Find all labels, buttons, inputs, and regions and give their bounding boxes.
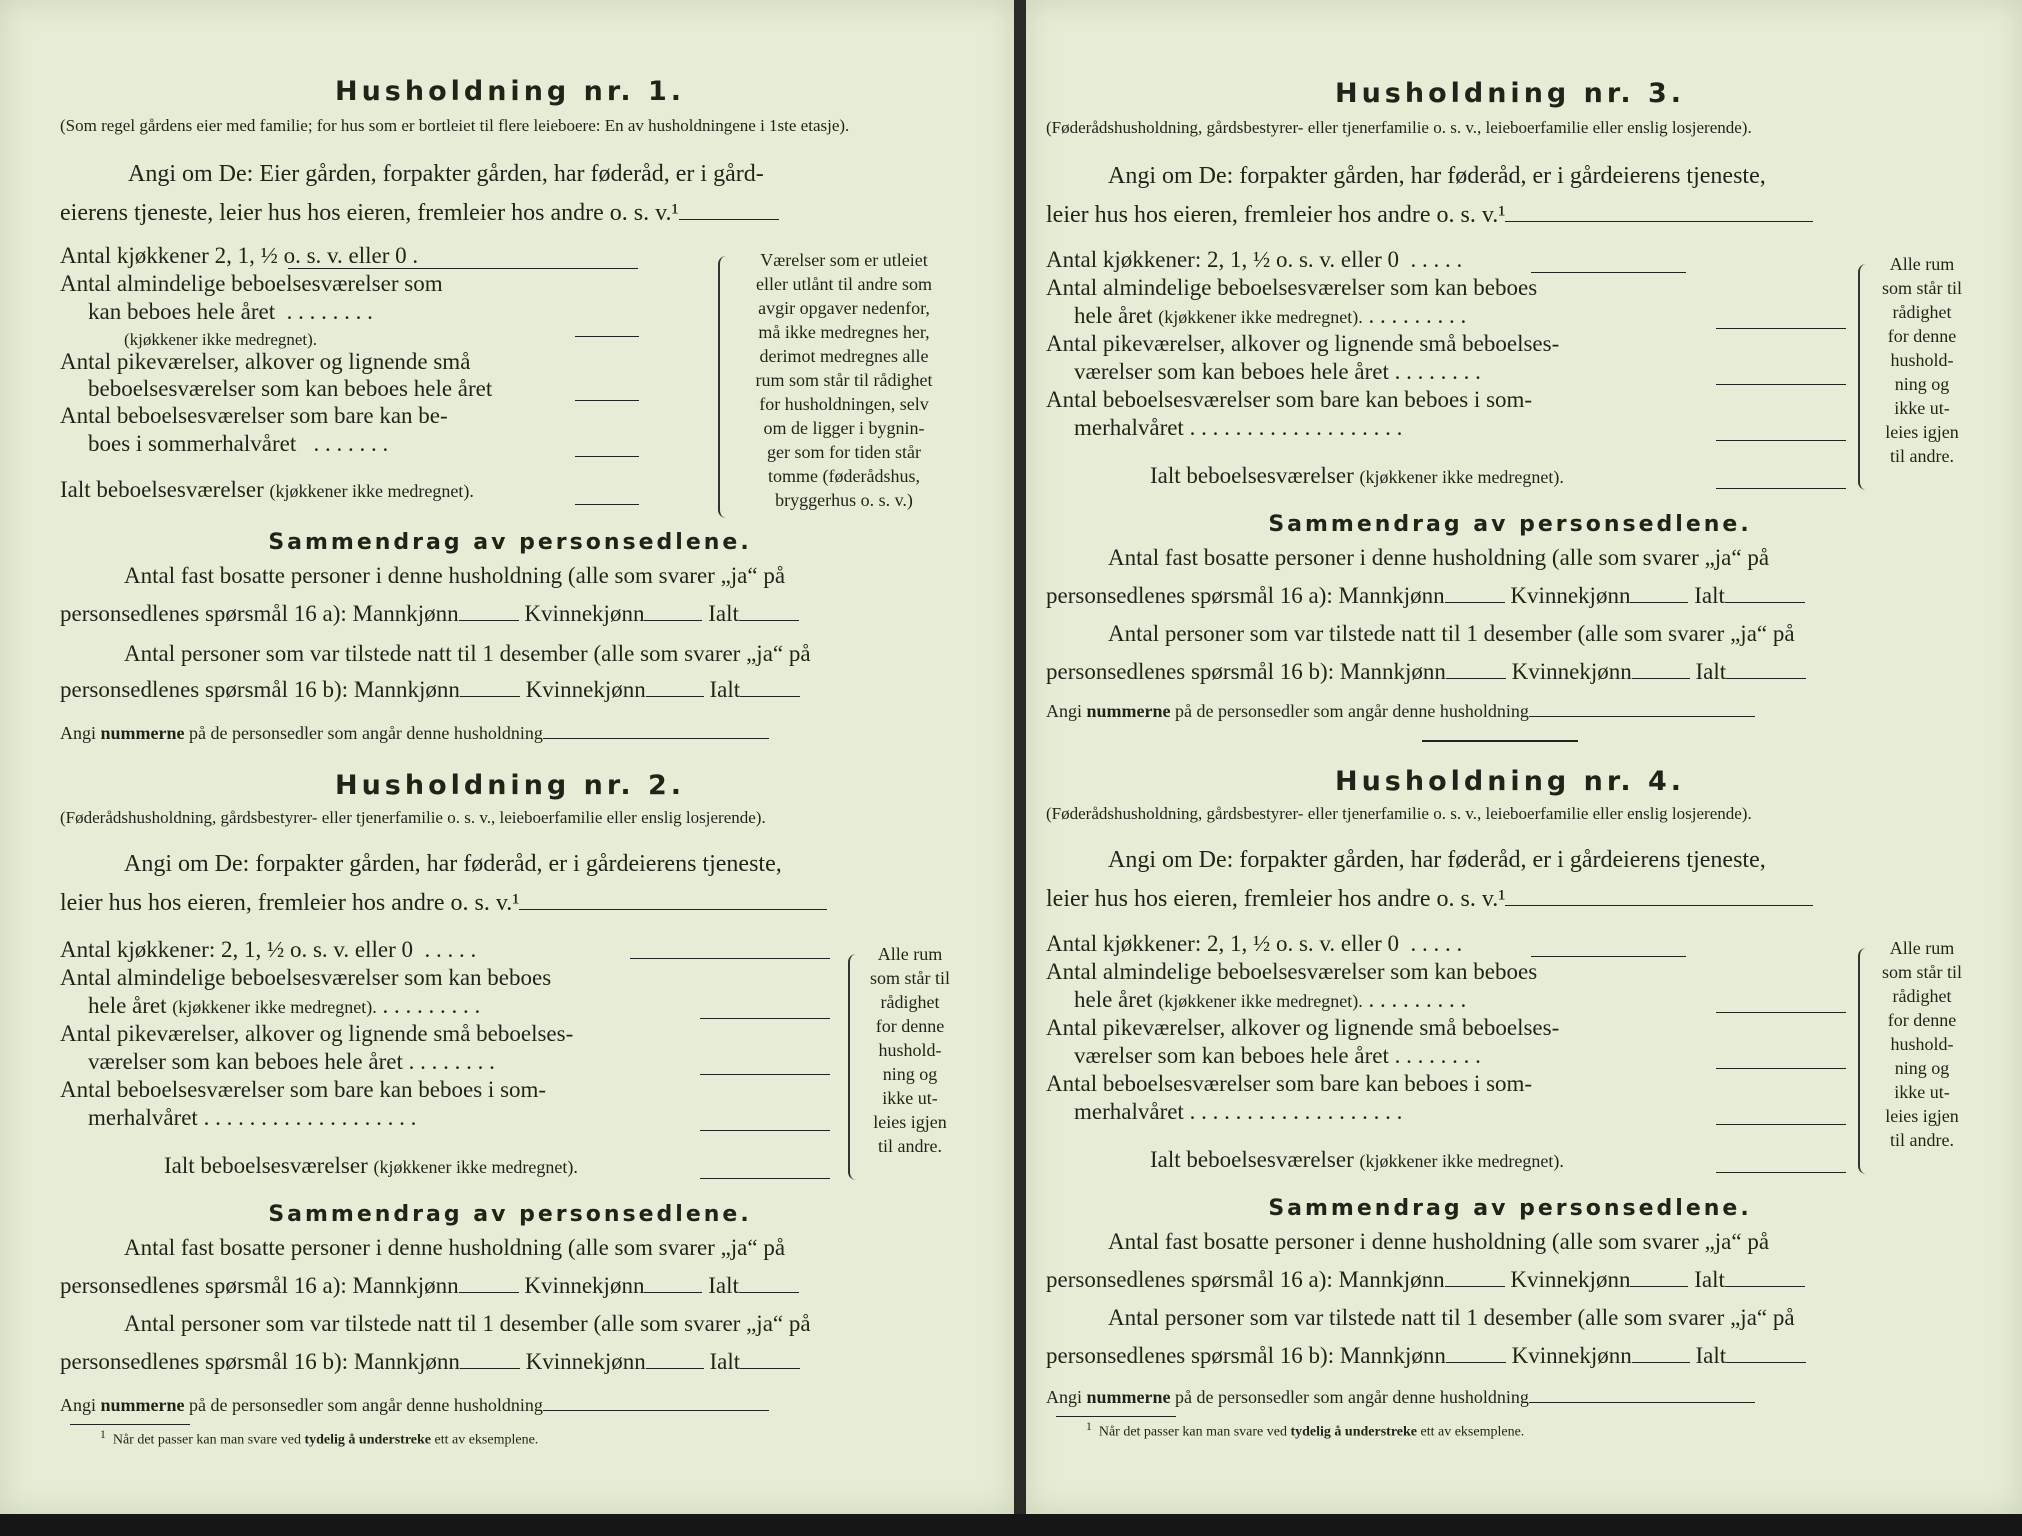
total-rooms-row [60,476,474,505]
summary-16a-text: Antal fast bosatte personer i denne husholdning (alle som svarer „ja“ på [1108,1229,1770,1254]
female-field[interactable] [644,1292,702,1293]
female-label: Kvinnekjønn [524,601,645,626]
ordinary-label-2: hele året [88,993,167,1018]
brace [848,954,860,1180]
total-rooms-row [1150,1146,1564,1175]
summer-row [60,402,448,429]
side-note-line: for denne [1887,326,1957,346]
question-line-2: leier hus hos eieren, fremleier hos andre o. s. v.¹ [60,890,520,916]
side-note-line: til andre. [1890,1130,1954,1150]
ordinary-note: (kjøkkener ikke medregnet). [172,997,377,1017]
ordinary-note: (kjøkkener ikke medregnet). [1158,307,1363,327]
total-field[interactable] [1726,1362,1806,1363]
ordinary-label: Antal almindelige beboelsesværelser som kan beboes [1046,959,1538,984]
summary-16a-row [1046,1266,1805,1293]
household-note: (Føderådshusholdning, gårdsbestyrer- eller tjenerfamilie o. s. v., leieboerfamilie eller enslig losjerende). [1046,118,1752,137]
question-line-2: leier hus hos eieren, fremleier hos andre o. s. v.¹ [1046,202,1506,228]
side-note [728,248,960,512]
kitchens-row: Antal kjøkkener 2, 1, ½ o. s. v. eller 0 . [60,243,424,268]
total-label: Ialt [708,601,739,626]
side-note [860,942,960,1158]
numbers-pre: Angi [60,1395,96,1415]
side-note-line: som står til [870,968,950,988]
ordinary-row [1046,958,1537,985]
household-1 [60,72,960,752]
small-rooms-row-2: værelser som kan beboes hele året . . . . . . . . [1074,1043,1481,1068]
dots: . . . . . [1410,247,1463,272]
side-note-line: hushold- [1890,1034,1954,1054]
household-note: (Føderådshusholdning, gårdsbestyrer- eller tjenerfamilie o. s. v., leieboerfamilie eller enslig losjerende). [60,808,766,827]
small-rooms-label-2: værelser som kan beboes hele året [1074,1043,1389,1068]
side-note-line: rum som står til rådighet [755,370,933,390]
total-label: Ialt [1694,583,1725,608]
total-rooms-label: Ialt beboelsesværelser [1150,1147,1354,1172]
side-note-line: hushold- [878,1040,942,1060]
numbers-bold: nummerne [100,723,185,743]
summary-16b-label: personsedlenes spørsmål 16 b): Mannkjønn [60,1349,460,1374]
total-field[interactable] [740,696,800,697]
summary-16b-intro [124,1310,811,1337]
small-rooms-field[interactable] [1716,1068,1846,1069]
ordinary-row [60,964,551,991]
household-title: Husholdning nr. 3. [1334,78,1686,109]
angi-label: Angi om De: [128,161,254,187]
summary-16b-text: Antal personer som var tilstede natt til 1 desember (alle som svarer „ja“ på [1108,621,1795,646]
small-rooms-row [1046,330,1559,357]
footnote [1086,1420,1524,1441]
small-rooms-label-2: beboelsesværelser som kan beboes hele året [88,376,493,401]
total-rooms-label: Ialt beboelsesværelser [164,1153,368,1178]
footnote [100,1428,538,1449]
question-line-2-row [60,890,827,917]
kitchens-field[interactable] [1531,956,1686,957]
male-field[interactable] [460,696,520,697]
small-rooms-row [60,1020,573,1047]
side-note-line: ning og [882,1064,938,1084]
male-field[interactable] [459,620,519,621]
numbers-post: på de personsedler som angår denne husholdning [1175,701,1529,721]
small-rooms-label-2: værelser som kan beboes hele året [1074,359,1389,384]
numbers-row [1046,1384,1755,1411]
numbers-pre: Angi [60,723,96,743]
male-field[interactable] [1445,602,1505,603]
numbers-pre: Angi [1046,1387,1082,1407]
question-line-1: forpakter gården, har føderåd, er i gårdeierens tjeneste, [1239,163,1766,189]
small-rooms-row [60,348,470,375]
summary-16a-text: Antal fast bosatte personer i denne husholdning (alle som svarer „ja“ på [124,1235,786,1260]
ordinary-row-2: hele året (kjøkkener ikke medregnet). . . . . . . . . . [1074,303,1467,328]
summary-16b-intro [1108,620,1795,647]
side-note-line: Alle rum [877,944,943,964]
summary-16b-text: Antal personer som var tilstede natt til 1 desember (alle som svarer „ja“ på [1108,1305,1795,1330]
side-note-line: som står til [1882,278,1962,298]
female-field[interactable] [1632,678,1690,679]
brace [1858,264,1870,490]
total-rooms-field[interactable] [575,504,639,505]
ordinary-row-2: hele året (kjøkkener ikke medregnet). . . . . . . . . . [1074,987,1467,1012]
ordinary-field[interactable] [1716,328,1846,329]
household-note: (Føderådshusholdning, gårdsbestyrer- eller tjenerfamilie o. s. v., leieboerfamilie eller enslig losjerende). [1046,804,1752,823]
summary-16a-label: personsedlenes spørsmål 16 a): Mannkjønn [1046,1267,1445,1292]
total-rooms-note: (kjøkkener ikke medregnet). [1359,467,1564,487]
summary-16b-label: personsedlenes spørsmål 16 b): Mannkjønn [1046,659,1446,684]
ordinary-label-2: kan beboes hele året [88,299,276,324]
summary-16a-intro [1108,544,1769,571]
side-note-line: rådighet [1892,302,1952,322]
small-rooms-label-2: værelser som kan beboes hele året [88,1049,403,1074]
ordinary-label: Antal almindelige beboelsesværelser som kan beboes [60,965,552,990]
female-label: Kvinnekjønn [1510,1267,1631,1292]
kitchens-row [1046,246,1462,273]
footnote-post: ett av eksemplene. [1420,1424,1525,1440]
summer-field[interactable] [575,456,639,457]
summary-16a-intro [124,562,785,589]
footnote-rule [70,1424,190,1425]
total-field[interactable] [1726,678,1806,679]
total-rooms-field[interactable] [700,1178,830,1179]
angi-question [1046,162,1974,190]
question-line-2: eierens tjeneste, leier hus hos eieren, fremleier hos andre o. s. v.¹ [60,200,679,226]
summer-row-2 [1074,1098,1402,1125]
summer-label-2: merhalvåret [1074,415,1184,440]
ordinary-label: Antal almindelige beboelsesværelser som kan beboes [1046,275,1538,300]
small-rooms-field[interactable] [700,1074,830,1075]
footnote-pre: Når det passer kan man svare ved [112,1432,301,1448]
page-gutter [1014,0,1026,1536]
numbers-field[interactable] [1529,716,1755,717]
summer-label: Antal beboelsesværelser som bare kan be- [60,403,448,428]
total-rooms-label: Ialt beboelsesværelser [1150,463,1354,488]
household-4 [1046,758,1974,1458]
answer-line[interactable] [679,219,779,220]
small-rooms-label: Antal pikeværelser, alkover og lignende små beboelses- [60,1021,574,1046]
small-rooms-row [1046,1014,1559,1041]
small-rooms-row-2: værelser som kan beboes hele året . . . . . . . . [88,1049,495,1074]
female-field[interactable] [646,696,704,697]
kitchens-label: Antal kjøkkener: 2, 1, ½ o. s. v. eller 0 [60,937,414,962]
separator-line [1422,740,1578,742]
side-note-line: eller utlånt til andre som [756,274,932,294]
ordinary-note: (kjøkkener ikke medregnet). [1158,991,1363,1011]
kitchens-field-line[interactable] [288,268,638,269]
summer-row [1046,1070,1532,1097]
small-rooms-label: Antal pikeværelser, alkover og lignende små [60,349,471,374]
summary-16a-text: Antal fast bosatte personer i denne husholdning (alle som svarer „ja“ på [1108,545,1770,570]
total-rooms-field[interactable] [1716,488,1846,489]
side-note-line: rådighet [1892,986,1952,1006]
right-page [1026,0,2022,1514]
summary-16b-row [1046,658,1806,685]
angi-label: Angi om De: [1108,847,1234,873]
side-note-line: ning og [1894,374,1950,394]
dots: . . . . . . . . . . . . . . . . . . . [1189,415,1403,440]
side-note-line: som står til [1882,962,1962,982]
footnote-marker: 1 [1086,1420,1092,1433]
female-label: Kvinnekjønn [1510,583,1631,608]
numbers-bold: nummerne [100,1395,185,1415]
numbers-pre: Angi [1046,701,1082,721]
question-line-2-row [1046,886,1813,913]
question-line-1: forpakter gården, har føderåd, er i gårdeierens tjeneste, [255,851,782,877]
footnote-bold: tydelig å understreke [1290,1424,1417,1440]
side-note-line: for husholdningen, selv [759,394,929,414]
kitchens-label: Antal kjøkkener: 2, 1, ½ o. s. v. eller 0 [1046,247,1400,272]
question-line-2-row [1046,202,1813,229]
side-note-line: bryggerhus o. s. v.) [775,490,913,510]
household-title: Husholdning nr. 2. [334,770,686,801]
angi-label: Angi om De: [124,851,250,877]
angi-question [60,850,960,878]
side-note-line: til andre. [878,1136,942,1156]
summer-label: Antal beboelsesværelser som bare kan beboes i som- [1046,387,1533,412]
side-note-line: for denne [875,1016,945,1036]
numbers-field[interactable] [1529,1402,1755,1403]
question-line-2-row [60,200,779,227]
household-3 [1046,74,1974,754]
summary-title: Sammendrag av personsedlene. [1268,1196,1752,1221]
question-line-2: leier hus hos eieren, fremleier hos andre o. s. v.¹ [1046,886,1506,912]
female-field[interactable] [1630,602,1688,603]
side-note-line: leies igjen [1885,1106,1959,1126]
numbers-row [60,720,769,747]
side-note-line: leies igjen [1885,422,1959,442]
ordinary-row [1046,274,1537,301]
kitchens-row [60,936,476,963]
summary-16a-label: personsedlenes spørsmål 16 a): Mannkjønn [1046,583,1445,608]
numbers-field[interactable] [543,1410,769,1411]
ordinary-label-2: hele året [1074,303,1153,328]
summer-label-2: boes i sommerhalvåret [88,431,297,456]
summary-16a-intro [124,1234,785,1261]
side-note [1870,936,1974,1152]
summary-16b-label: personsedlenes spørsmål 16 b): Mannkjønn [60,677,460,702]
male-field[interactable] [459,1292,519,1293]
summary-16a-row [60,600,799,627]
numbers-row [1046,698,1755,725]
kitchens-field[interactable] [630,958,830,959]
summer-row-2 [88,1104,416,1131]
side-note-line: hushold- [1890,350,1954,370]
side-note-line: må ikke medregnes her, [758,322,930,342]
summer-field[interactable] [700,1130,830,1131]
dots: . . . . . [1410,931,1463,956]
total-label: Ialt [1694,1267,1725,1292]
footnote-post: ett av eksemplene. [434,1432,539,1448]
side-note-line: Værelser som er utleiet [760,250,928,270]
side-note-line: tomme (føderådshus, [768,466,920,486]
total-field[interactable] [739,1292,799,1293]
side-note-line: Alle rum [1889,938,1955,958]
total-field[interactable] [739,620,799,621]
small-rooms-label: Antal pikeværelser, alkover og lignende små beboelses- [1046,331,1560,356]
footnote-rule [1056,1416,1176,1417]
side-note-line: til andre. [1890,446,1954,466]
household-note: (Som regel gårdens eier med familie; for hus som er bortleiet til flere leieboere: En av husholdningene i 1ste etasje). [60,116,850,135]
small-rooms-field[interactable] [1716,384,1846,385]
summary-16b-text: Antal personer som var tilstede natt til 1 desember (alle som svarer „ja“ på [124,1311,811,1336]
footnote-marker: 1 [100,1428,106,1441]
male-field[interactable] [1446,1362,1506,1363]
dots: . . . . . . . . . . . . . . . . . . . [1189,1099,1403,1124]
male-field[interactable] [1446,678,1506,679]
summer-label-2: merhalvåret [88,1105,198,1130]
total-label: Ialt [1695,1343,1727,1368]
ordinary-row-2: kan beboes hele året . . . . . . . . [88,299,373,324]
ordinary-field[interactable] [1716,1012,1846,1013]
summer-label: Antal beboelsesværelser som bare kan beboes i som- [60,1077,547,1102]
total-label: Ialt [708,1273,739,1298]
side-note-line: leies igjen [873,1112,947,1132]
summary-16b-intro [124,640,811,667]
summer-row-2: boes i sommerhalvåret . . . . . . . [88,431,389,456]
numbers-bold: nummerne [1086,1387,1171,1407]
total-label: Ialt [709,677,741,702]
ordinary-row [60,270,443,297]
side-note-line: Alle rum [1889,254,1955,274]
summary-title: Sammendrag av personsedlene. [268,1202,752,1227]
summary-16a-intro [1108,1228,1769,1255]
side-note [1870,252,1974,468]
side-note-line: ning og [1894,1058,1950,1078]
total-field[interactable] [1725,602,1805,603]
total-rooms-note: (kjøkkener ikke medregnet). [373,1157,578,1177]
summary-16b-row [60,676,800,703]
ordinary-field[interactable] [700,1018,830,1019]
summary-16b-text: Antal personer som var tilstede natt til 1 desember (alle som svarer „ja“ på [124,641,811,666]
numbers-row [60,1392,769,1419]
female-field[interactable] [1632,1362,1690,1363]
household-2 [60,762,960,1462]
kitchens-field[interactable] [1531,272,1686,273]
total-rooms-field[interactable] [1716,1172,1846,1173]
summary-16a-label: personsedlenes spørsmål 16 a): Mannkjønn [60,601,459,626]
kitchens-label: Antal kjøkkener: 2, 1, ½ o. s. v. eller 0 [1046,931,1400,956]
answer-line[interactable] [1505,221,1813,222]
side-note-line: avgir opgaver nedenfor, [758,298,930,318]
footnote-pre: Når det passer kan man svare ved [1098,1424,1287,1440]
small-rooms-field[interactable] [575,400,639,401]
angi-question [1046,846,1974,874]
male-field[interactable] [460,1368,520,1369]
household-title: Husholdning nr. 4. [1334,766,1686,797]
total-rooms-note: (kjøkkener ikke medregnet). [269,481,474,501]
small-rooms-row-2: værelser som kan beboes hele året . . . . . . . . [1074,359,1481,384]
ordinary-label-2: hele året [1074,987,1153,1012]
total-label: Ialt [709,1349,741,1374]
summer-row [60,1076,546,1103]
side-note-line: om de ligger i bygnin- [763,418,925,438]
side-note-line: ger som for tiden står [767,442,921,462]
scan-edge [0,1514,2022,1536]
total-field[interactable] [740,1368,800,1369]
kitchens-row [1046,930,1462,957]
footnote-bold: tydelig å understreke [304,1432,431,1448]
answer-line[interactable] [1505,905,1813,906]
ordinary-note: (kjøkkener ikke medregnet). [124,330,318,349]
numbers-post: på de personsedler som angår denne husholdning [189,1395,543,1415]
question-line-1: forpakter gården, har føderåd, er i gårdeierens tjeneste, [1239,847,1766,873]
side-note-line: ikke ut- [1894,1082,1950,1102]
female-label: Kvinnekjønn [524,1273,645,1298]
summary-16a-row [60,1272,799,1299]
left-page [0,0,1014,1514]
brace [1858,948,1870,1174]
summary-16b-intro [1108,1304,1795,1331]
female-label: Kvinnekjønn [525,677,646,702]
side-note-line: rådighet [880,992,940,1012]
numbers-bold: nummerne [1086,701,1171,721]
female-label: Kvinnekjønn [525,1349,646,1374]
small-rooms-label: Antal pikeværelser, alkover og lignende små beboelses- [1046,1015,1560,1040]
total-rooms-note: (kjøkkener ikke medregnet). [1359,1151,1564,1171]
side-note-line: for denne [1887,1010,1957,1030]
total-label: Ialt [1695,659,1727,684]
summary-16a-row [1046,582,1805,609]
ordinary-field[interactable] [575,336,639,337]
summer-row-2 [1074,414,1402,441]
small-rooms-row-2 [88,375,492,402]
summer-label-2: merhalvåret [1074,1099,1184,1124]
side-note-line: ikke ut- [1894,398,1950,418]
female-label: Kvinnekjønn [1511,1343,1632,1368]
total-rooms-row [1150,462,1564,491]
summary-title: Sammendrag av personsedlene. [1268,512,1752,537]
question-line-1: Eier gården, forpakter gården, har føderåd, er i gård- [259,161,764,187]
summary-16b-row [1046,1342,1806,1369]
female-label: Kvinnekjønn [1511,659,1632,684]
ordinary-label: Antal almindelige beboelsesværelser som [60,271,443,296]
kitchens-label: Antal kjøkkener 2, 1, ½ o. s. v. eller 0 [60,243,407,268]
numbers-field[interactable] [543,738,769,739]
answer-line[interactable] [519,909,827,910]
male-field[interactable] [1445,1286,1505,1287]
household-title: Husholdning nr. 1. [334,76,686,107]
numbers-post: på de personsedler som angår denne husholdning [1175,1387,1529,1407]
side-note-line: derimot medregnes alle [759,346,929,366]
total-rooms-label: Ialt beboelsesværelser [60,477,264,502]
female-field[interactable] [644,620,702,621]
summer-row [1046,386,1532,413]
total-field[interactable] [1725,1286,1805,1287]
angi-label: Angi om De: [1108,163,1234,189]
summary-16b-row [60,1348,800,1375]
summary-title: Sammendrag av personsedlene. [268,530,752,555]
ordinary-row-2: hele året (kjøkkener ikke medregnet). . . . . . . . . . [88,993,481,1018]
summary-16b-label: personsedlenes spørsmål 16 b): Mannkjønn [1046,1343,1446,1368]
dots: . . . . . . . . . . . . . . . . . . . [203,1105,417,1130]
female-field[interactable] [646,1368,704,1369]
dots: . . . . . [424,937,477,962]
summer-field[interactable] [1716,440,1846,441]
summary-16a-label: personsedlenes spørsmål 16 a): Mannkjønn [60,1273,459,1298]
numbers-post: på de personsedler som angår denne husholdning [189,723,543,743]
female-field[interactable] [1630,1286,1688,1287]
summary-16a-text: Antal fast bosatte personer i denne husholdning (alle som svarer „ja“ på [124,563,786,588]
total-rooms-row [164,1152,578,1181]
summer-field[interactable] [1716,1124,1846,1125]
side-note-line: ikke ut- [882,1088,938,1108]
summer-label: Antal beboelsesværelser som bare kan beboes i som- [1046,1071,1533,1096]
angi-question [60,160,960,188]
